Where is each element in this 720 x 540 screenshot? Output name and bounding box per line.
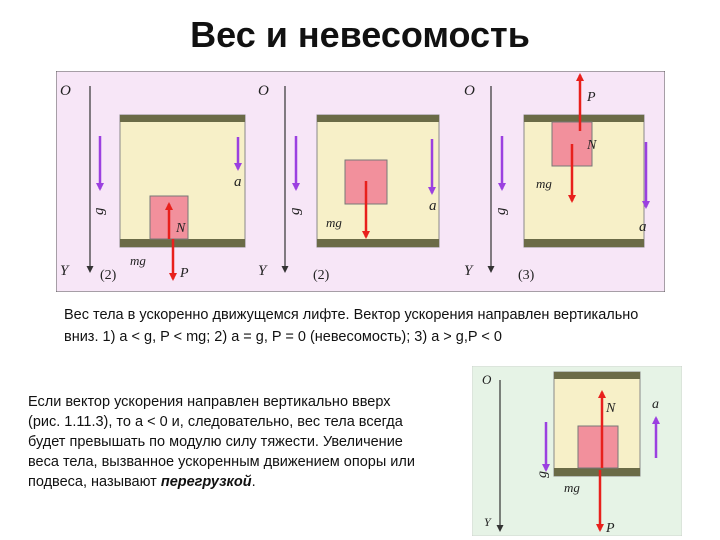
normal-force-label: N	[606, 401, 616, 416]
mg-label: mg	[536, 176, 552, 191]
axis-label-y: Y	[258, 263, 267, 279]
overload-paragraph	[28, 392, 418, 492]
gravity-label: g	[493, 207, 509, 215]
overload-figure	[472, 366, 682, 536]
elevator-ceiling	[554, 372, 640, 379]
case-label: (2)	[313, 268, 330, 283]
axis-label-o: O	[482, 372, 492, 387]
axis-label-y: Y	[484, 515, 491, 529]
gravity-label: g	[91, 207, 107, 215]
axis-label-o: O	[60, 83, 71, 99]
elevator-ceiling	[317, 115, 439, 122]
weight-label: P	[587, 90, 596, 105]
axis-label-o: O	[464, 83, 475, 99]
elevator-floor	[524, 239, 644, 247]
acceleration-label: a	[234, 174, 242, 190]
mg-label: mg	[326, 215, 342, 230]
acceleration-label: a	[639, 219, 647, 235]
elevator-floor	[120, 239, 245, 247]
gravity-label: g	[535, 471, 550, 478]
gravity-label: g	[287, 207, 303, 215]
weight-label: P	[606, 521, 615, 536]
case-label: (2)	[100, 268, 117, 283]
elevator-floor	[317, 239, 439, 247]
elevator-figure	[56, 71, 665, 292]
normal-force-label: N	[587, 138, 597, 153]
acceleration-label: a	[652, 397, 659, 412]
elevator-floor	[554, 468, 640, 476]
paragraph-text: Если вектор ускорения направлен вертикально вверх (рис. 1.11.3), то a < 0 и, следовательно, вес тела всегда будет превышать по модулю силу тяжести. Увеличение веса тела, вызванное ускоренным движением опоры или подвеса, называют	[28, 394, 415, 490]
normal-force-label: N	[176, 221, 186, 236]
overload-term: перегрузкой	[160, 474, 252, 490]
elevator-ceiling	[120, 115, 245, 122]
elevator-ceiling	[524, 115, 644, 122]
mg-label: mg	[130, 253, 146, 268]
axis-label-y: Y	[464, 263, 473, 279]
paragraph-end: .	[251, 474, 256, 490]
acceleration-label: a	[429, 198, 437, 214]
mg-label: mg	[564, 480, 580, 495]
axis-label-y: Y	[60, 263, 69, 279]
axis-label-o: O	[258, 83, 269, 99]
page-title: Вес и невесомость	[190, 14, 530, 55]
body-box	[578, 426, 618, 468]
figure-caption: Вес тела в ускоренно движущемся лифте. Вектор ускорения направлен вертикально вниз. 1) a < g, P < mg; 2) a = g, P = 0 (невесомость); 3) a > g,P < 0	[64, 307, 639, 345]
weight-label: P	[180, 266, 189, 281]
case-label: (3)	[518, 268, 535, 283]
